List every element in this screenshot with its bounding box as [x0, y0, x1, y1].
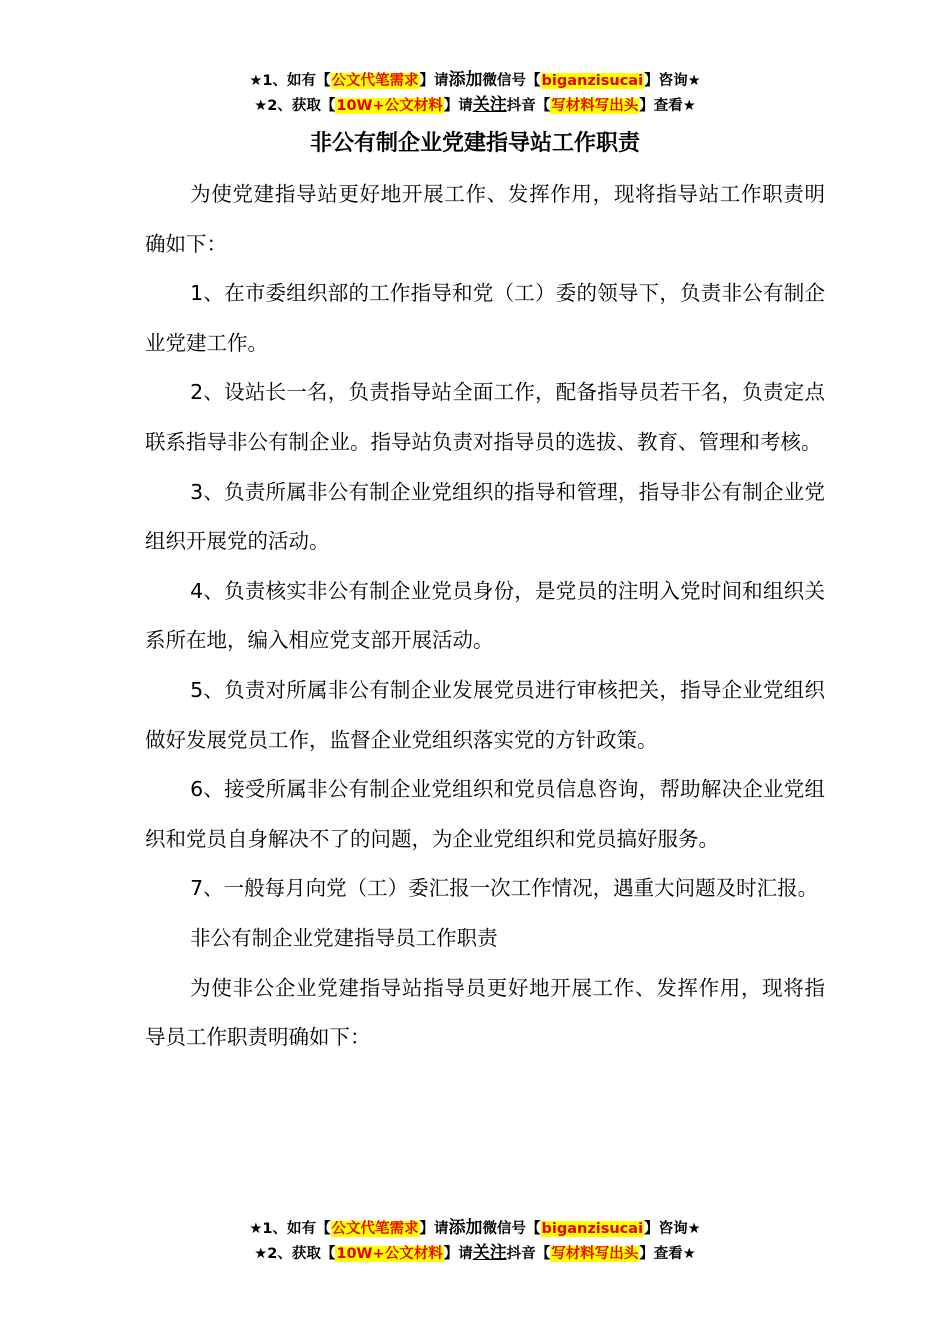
header-banner-line-2: ★2、获取【10W+公文材料】请关注抖音【写材料写出头】查看★: [254, 95, 696, 115]
douyin-account-highlight: 写材料写出头: [551, 98, 639, 114]
paragraph-section-intro: 为使非公企业党建指导站指导员更好地开展工作、发挥作用，现将指导员工作职责明确如下：: [145, 975, 825, 1050]
add-emphasis: 添加: [448, 70, 483, 90]
douyin-account-highlight: 写材料写出头: [551, 1246, 639, 1262]
follow-emphasis: 关注: [472, 1243, 507, 1263]
header-banner: [0, 68, 950, 118]
paragraph-item-5: 5、负责对所属非公有制企业发展党员进行审核把关，指导企业党组织做好发展党员工作，监督企业党组织落实党的方针政策。: [145, 677, 825, 752]
wechat-id-highlight: biganzisucai: [541, 73, 644, 89]
header-banner-line-1: ★1、如有【公文代笔需求】请添加微信号【biganzisucai】咨询★: [249, 70, 701, 90]
footer-banner-line-1: ★1、如有【公文代笔需求】请添加微信号【biganzisucai】咨询★: [249, 1218, 701, 1238]
footer-banner: [0, 1216, 950, 1266]
paragraph-item-6: 6、接受所属非公有制企业党组织和党员信息咨询，帮助解决企业党组织和党员自身解决不了的问题，为企业党组织和党员搞好服务。: [145, 777, 825, 851]
paragraph-item-2: 2、设站长一名，负责指导站全面工作，配备指导员若干名，负责定点联系指导非公有制企业。指导站负责对指导员的选拔、教育、管理和考核。: [145, 380, 825, 454]
document-title: 非公有制企业党建指导站工作职责: [309, 131, 640, 156]
follow-emphasis: 关注: [472, 95, 507, 115]
service-highlight: 公文代笔需求: [331, 1221, 419, 1237]
section-subtitle: 非公有制企业党建指导员工作职责: [190, 925, 498, 950]
paragraph-item-7: 7、一般每月向党（工）委汇报一次工作情况，遇重大问题及时汇报。: [190, 876, 819, 901]
document-body: [145, 170, 825, 1063]
paragraph-item-3: 3、负责所属非公有制企业党组织的指导和管理，指导非公有制企业党组织开展党的活动。: [145, 479, 825, 554]
add-emphasis: 添加: [448, 1218, 483, 1238]
wechat-id-highlight: biganzisucai: [541, 1221, 644, 1237]
paragraph-item-1: 1、在市委组织部的工作指导和党（工）委的领导下，负责非公有制企业党建工作。: [145, 281, 825, 355]
paragraph-item-4: 4、负责核实非公有制企业党员身份，是党员的注明入党时间和组织关系所在地，编入相应党支部开展活动。: [145, 578, 825, 653]
footer-banner-line-2: ★2、获取【10W+公文材料】请关注抖音【写材料写出头】查看★: [254, 1243, 696, 1263]
service-highlight: 公文代笔需求: [331, 73, 419, 89]
materials-highlight: 10W+公文材料: [336, 98, 443, 114]
paragraph-intro: 为使党建指导站更好地开展工作、发挥作用，现将指导站工作职责明确如下：: [145, 182, 825, 256]
materials-highlight: 10W+公文材料: [336, 1246, 443, 1262]
